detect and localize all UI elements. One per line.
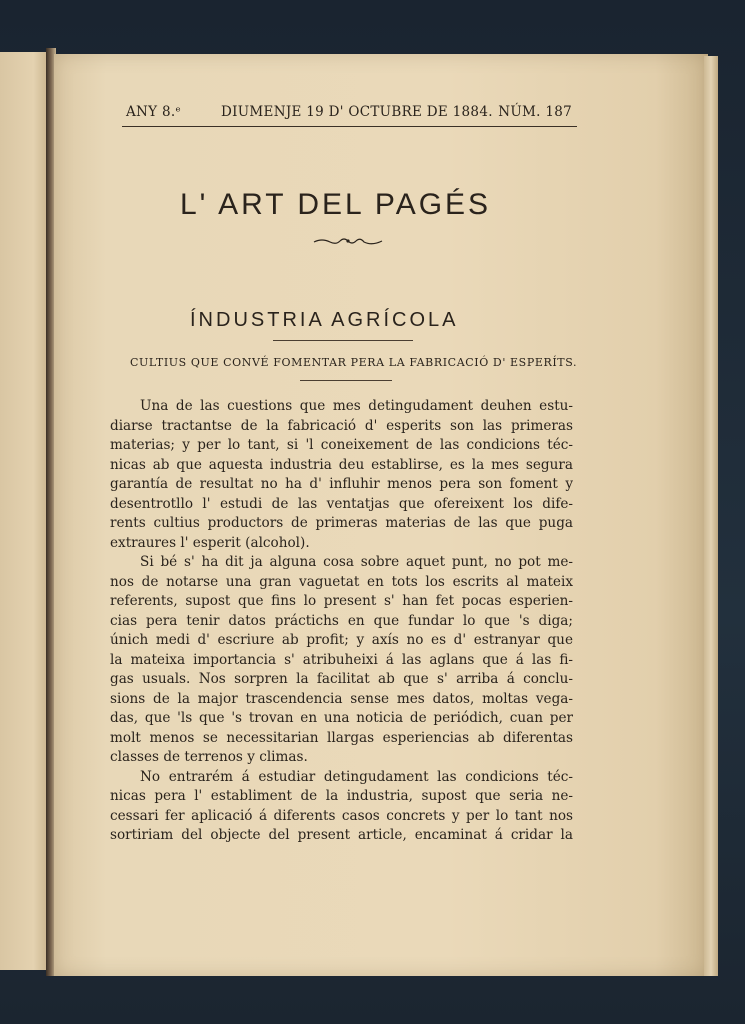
body-line: Si bé s' ha dit ja alguna cosa sobre aquet punt, no pot me-	[140, 554, 573, 570]
header-date: DIUMENJE 19 D' OCTUBRE DE 1884.	[221, 104, 493, 120]
header-number: NÚM. 187	[498, 104, 572, 120]
header-year: ANY 8.ᵉ	[126, 104, 181, 120]
body-line: gas usuals. Nos sorpren la facilitat ab que s' arriba á conclu-	[110, 671, 573, 687]
body-line: diarse tractantse de la fabricació d' esperits son las primeras	[110, 417, 573, 434]
body-line: nicas ab que aquesta industria deu establirse, es la mes segura	[110, 456, 573, 473]
body-line: desentrotllo l' estudi de las ventatjas que ofereixent los dife-	[110, 495, 573, 512]
page-stack-edge	[704, 56, 718, 976]
body-line: rents cultius productors de primeras materias de las que puga	[110, 515, 573, 531]
left-page-edge	[0, 52, 50, 970]
body-line: referents, supost que fins lo present s' han fet pocas esperien-	[110, 593, 573, 609]
body-line: sortiriam del objecte del present article, encaminat á cridar la	[110, 827, 573, 843]
body-line: extraures l' esperit (alcohol).	[110, 534, 310, 551]
body-line: cessari fer aplicació á diferents casos concrets y per lo tant nos	[110, 807, 573, 824]
section-subtitle: CULTIUS QUE CONVÉ FOMENTAR PERA LA FABRICACIÓ D' ESPERÍTS.	[130, 356, 578, 369]
body-line: nicas pera l' establiment de la industria, supost que seria ne-	[110, 788, 573, 804]
subtitle-rule	[300, 380, 392, 381]
body-line: cias pera tenir datos práctichs en que fundar lo que 's diga;	[110, 612, 573, 629]
body-line: la mateixa importancia s' atribuheixi á las aglans que á las fi-	[110, 651, 573, 668]
ornament-flourish-icon	[312, 234, 384, 248]
title-rule	[273, 340, 413, 341]
body-line: Una de las cuestions que mes detingudament deuhen estu-	[140, 398, 573, 414]
body-line: classes de terrenos y climas.	[110, 749, 308, 765]
body-line: No entrarém á estudiar detingudament las condicions téc-	[140, 768, 573, 785]
body-line: materias; y per lo tant, si 'l coneixement de las condicions téc-	[110, 437, 573, 453]
masthead-title: L' ART DEL PAGÉS	[180, 188, 492, 221]
section-title: ÍNDUSTRIA AGRÍCOLA	[190, 309, 459, 331]
body-line: únich medi d' escriure ab profit; y axís no es d' estranyar que	[110, 632, 573, 648]
header-rule	[122, 126, 577, 127]
article-body	[110, 397, 573, 846]
body-line: das, que 'ls que 's trovan en una noticia de periódich, cuan per	[110, 710, 573, 726]
body-line: sions de la major trascendencia sense mes datos, moltas vega-	[110, 690, 573, 707]
body-line: nos de notarse una gran vaguetat en tots los escrits al mateix	[110, 573, 573, 590]
running-header	[126, 104, 574, 126]
body-line: garantía de resultat no ha d' influhir menos pera son foment y	[110, 476, 573, 492]
body-line: molt menos se necessitarian llargas esperiencias ab diferentas	[110, 729, 573, 746]
